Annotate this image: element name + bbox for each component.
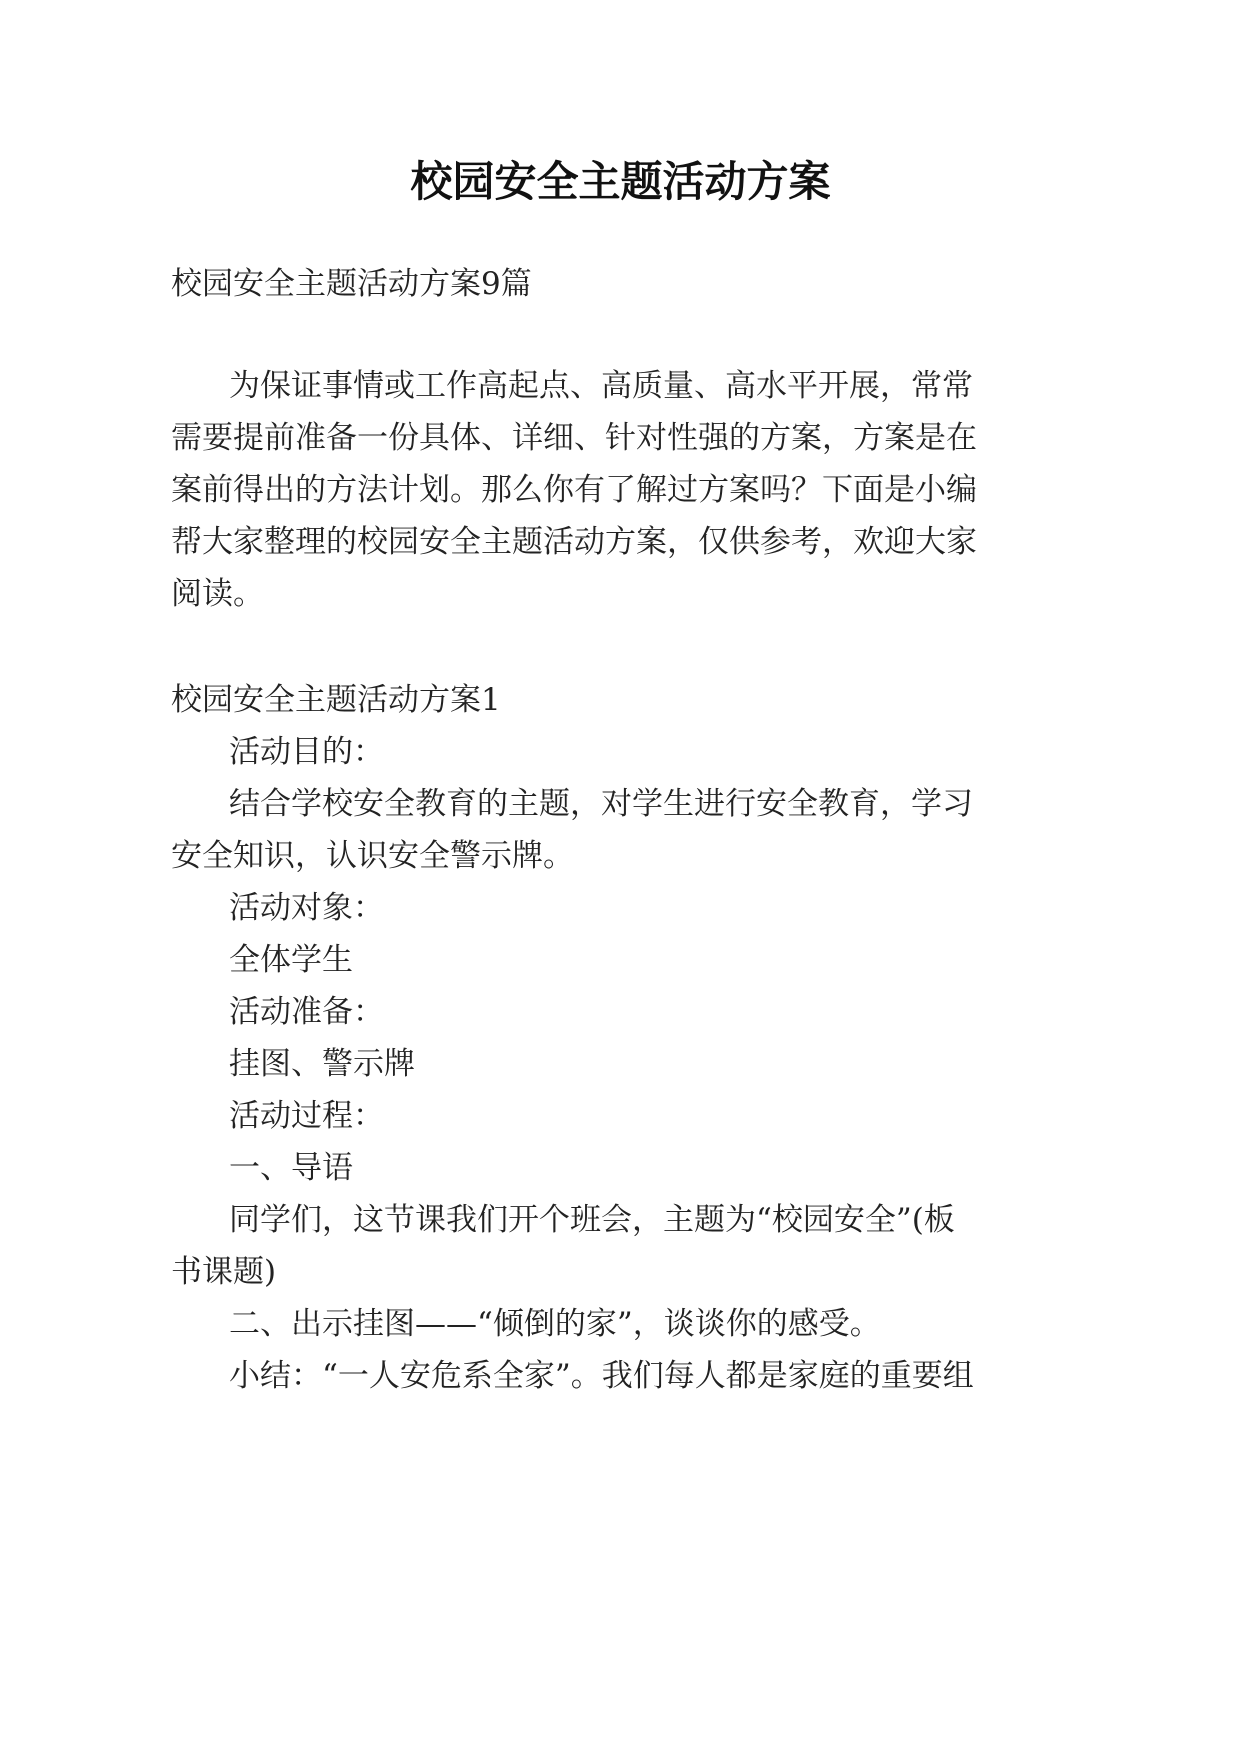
body-line: 一、导语 [229, 1150, 353, 1186]
intro-line: 帮大家整理的校园安全主题活动方案，仅供参考，欢迎大家 [171, 524, 977, 560]
document-title: 校园安全主题活动方案 [410, 157, 831, 206]
body-line: 活动目的： [229, 734, 384, 770]
body-line: 全体学生 [229, 942, 353, 978]
intro-line: 案前得出的方法计划。那么你有了解过方案吗？下面是小编 [171, 472, 977, 508]
intro-line: 阅读。 [171, 576, 264, 612]
body-line: 结合学校安全教育的主题，对学生进行安全教育，学习 [229, 786, 973, 822]
body-line: 同学们，这节课我们开个班会，主题为“校园安全”(板 [229, 1202, 955, 1238]
intro-line: 需要提前准备一份具体、详细、针对性强的方案，方案是在 [171, 420, 977, 456]
body-line: 安全知识，认识安全警示牌。 [171, 838, 574, 874]
body-line: 活动准备： [229, 994, 384, 1030]
body-line: 书课题) [171, 1254, 277, 1290]
section-heading: 校园安全主题活动方案1 [171, 682, 501, 718]
document-subtitle: 校园安全主题活动方案9篇 [171, 266, 532, 302]
body-line: 挂图、警示牌 [229, 1046, 415, 1082]
body-line: 活动对象： [229, 890, 384, 926]
body-line: 活动过程： [229, 1098, 384, 1134]
body-line: 小结：“一人安危系全家”。我们每人都是家庭的重要组 [229, 1358, 974, 1394]
intro-line: 为保证事情或工作高起点、高质量、高水平开展，常常 [229, 368, 973, 404]
body-line: 二、出示挂图——“倾倒的家”，谈谈你的感受。 [229, 1306, 881, 1342]
